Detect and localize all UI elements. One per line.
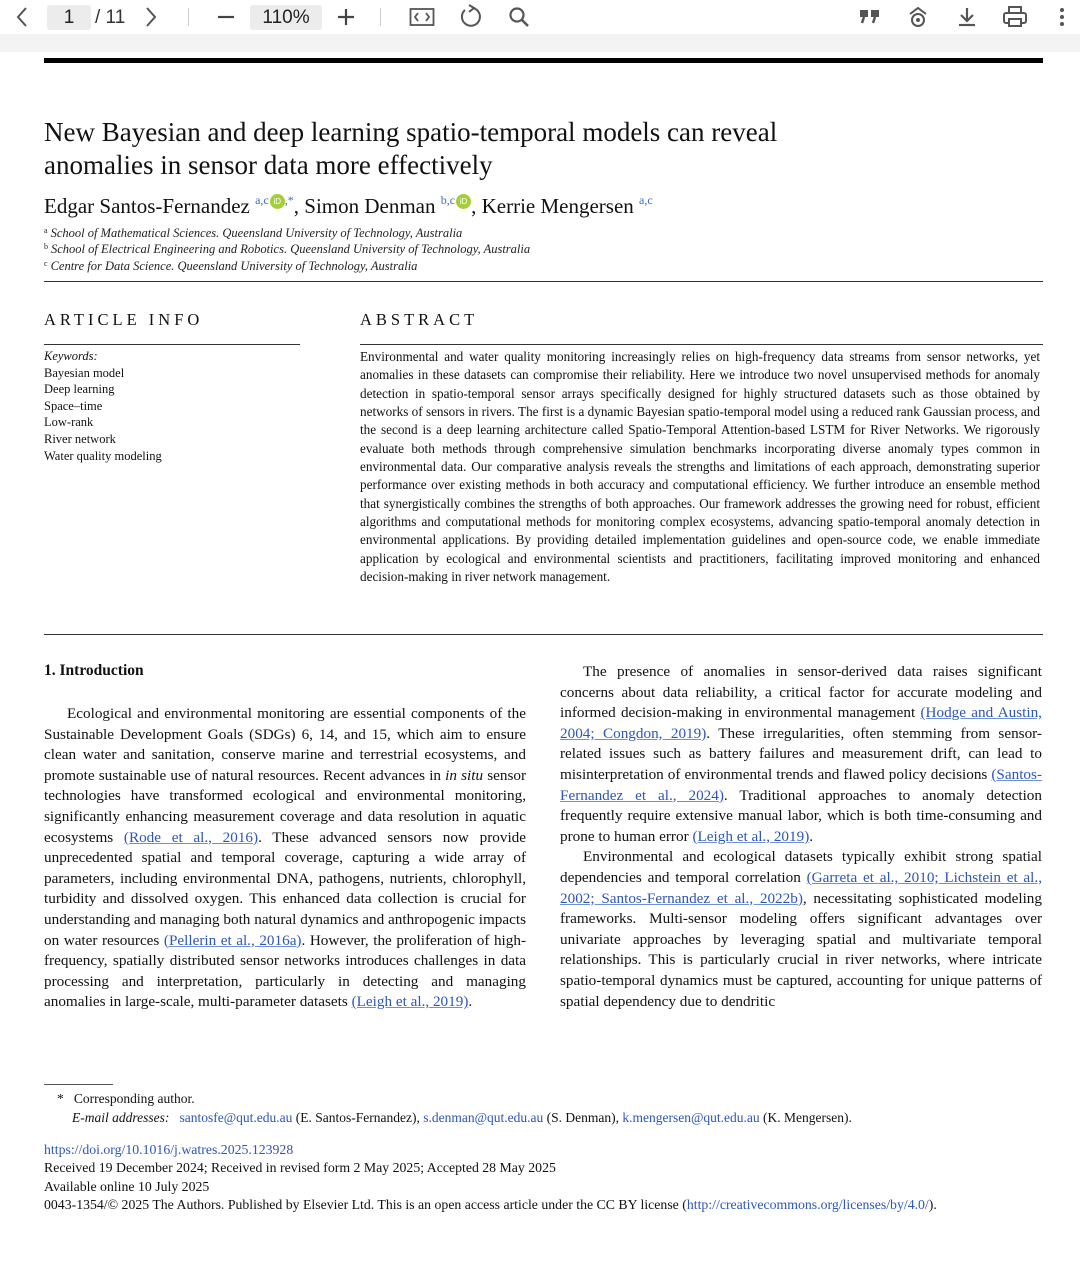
doi-link[interactable] [44, 1142, 293, 1158]
body-text: The presence of anomalies in sensor-derived data raises significant concerns about data reliability, a critical factor for accurate modeling and informed decision-making in environmental management [560, 663, 1042, 722]
author-separator: , [293, 194, 305, 218]
rotate-icon[interactable] [457, 4, 485, 30]
pdf-toolbar [0, 0, 1080, 34]
author-name: Edgar Santos-Fernandez [44, 194, 250, 218]
email-label: E-mail addresses: [72, 1110, 170, 1125]
author-separator: , [471, 194, 482, 218]
article-info-rule [44, 344, 300, 345]
author-affiliation-marks[interactable]: a,c [639, 193, 653, 207]
license-suffix: ). [928, 1197, 937, 1212]
keyword-item: River network [44, 431, 116, 446]
author-affiliation-marks[interactable]: a,c [255, 193, 269, 207]
author-affiliation-marks[interactable]: b,c [440, 193, 456, 207]
page-total: / 11 [95, 6, 126, 28]
download-icon[interactable] [953, 4, 981, 30]
license-prefix: 0043-1354/© 2025 The Authors. Published by Elsevier Ltd. This is an open access article under the CC BY license ( [44, 1197, 687, 1212]
zoom-out-icon[interactable] [214, 4, 238, 30]
read-aloud-icon[interactable] [904, 4, 932, 30]
title-line-1: New Bayesian and deep learning spatio-temporal models can reveal [44, 117, 778, 147]
license-link[interactable]: http://creativecommons.org/licenses/by/4.0/ [686, 1197, 929, 1212]
fit-to-page-icon[interactable] [408, 4, 436, 30]
keywords-label: Keywords: [44, 349, 98, 363]
corresponding-mark: ,* [284, 193, 294, 207]
print-icon[interactable] [1000, 4, 1030, 30]
affiliation-mark: b [44, 242, 48, 251]
keyword-item: Low-rank [44, 415, 94, 430]
citation-link[interactable]: (Pellerin et al., 2016a) [163, 931, 302, 949]
body-text: . These irregularities, often stemming from sensor-related issues such as battery failures and measurement drift, can lead to misinterpretation of environmental trends and flawed policy decisions [560, 724, 1042, 783]
footnote-rule [44, 1084, 113, 1085]
orcid-icon[interactable]: iD [270, 194, 285, 209]
comment-icon[interactable] [856, 4, 884, 30]
next-page-icon[interactable] [140, 4, 162, 30]
footnote-text: Corresponding author. [73, 1091, 195, 1106]
orcid-icon[interactable]: iD [456, 194, 471, 209]
affiliation-text: School of Electrical Engineering and Robotics. Queensland University of Technology, Australia [51, 242, 531, 256]
email-link[interactable]: k.mengersen@qut.edu.au [622, 1110, 760, 1125]
email-owner: (K. Mengersen). [759, 1110, 852, 1125]
license-line [44, 1197, 937, 1213]
body-text: . Traditional approaches to anomaly detection frequently require extensive manual labor, which is both time-consuming and prone to human error [560, 786, 1042, 845]
footnote-mark: * [57, 1091, 64, 1106]
toolbar-divider [380, 8, 381, 26]
keyword-item: Bayesian model [44, 365, 125, 380]
citation-link[interactable]: (Santos-Fernandez et al., 2024) [560, 765, 1042, 804]
body-text: Ecological and environmental monitoring are essential components of the Sustainable Development Goals (SDGs) 6, 14, and 15, which aim to ensure clean water and sanitation, conserve marine and terrestrial ecosystems, and promote sustainable use of natural resources. Recent advances in [44, 705, 526, 784]
body-text: sensor technologies have transformed ecological and environmental monitoring, significantly enhancing measurement coverage and data resolution in aquatic ecosystems [44, 766, 527, 846]
citation-link[interactable]: (Rode et al., 2016) [123, 828, 259, 846]
intro-paragraph-3 [560, 847, 1042, 1012]
intro-paragraph-2 [560, 662, 1042, 847]
paper-title [44, 116, 944, 182]
keyword-item: Water quality modeling [44, 448, 162, 463]
affiliation-a [44, 226, 462, 241]
received-dates: Received 19 December 2024; Received in revised form 2 May 2025; Accepted 28 May 2025 [44, 1160, 556, 1175]
affiliation-b [44, 242, 530, 257]
abstract-text: Environmental and water quality monitoring increasingly relies on high-frequency data streams from sensor networks, yet anomalies in these datasets can compromise their reliability. Here we introduce two novel unsupervised methods for anomaly detection in spatio-temporal sensor arrays specifically designed for highly structured datasets such as those obtained by networks of sensors in rivers. The first is a dynamic Bayesian spatio-temporal model using a reduced rank Gaussian process, and the second is a deep learning architecture called Spatio-Temporal Attention-based LSTM for River Networks. We rigorously evaluate both methods through comprehensive simulation benchmarks incorporating diverse anomaly types common in environmental data. Our comparative analysis reveals the strengths and limitations of each approach, demonstrating superior performance over existing methods in both accuracy and computational efficiency. We further introduce an ensemble method that synergistically combines the strengths of both approaches. Our framework addresses the growing need for robust, efficient algorithms and computational methods for monitoring complex ecosystems, advancing spatio-temporal anomaly detection in environmental applications. By providing detailed implementation guidelines and open-source code, we enable immediate application by ecological and environmental scientists and practitioners, facilitating improved monitoring and enhanced decision-making in river network management. [360, 349, 1040, 585]
author-name: Kerrie Mengersen [481, 194, 634, 218]
search-icon[interactable] [506, 4, 532, 30]
header-rule [44, 58, 1043, 63]
body-text: . [809, 827, 814, 845]
affiliation-c [44, 259, 417, 274]
intro-right-column [560, 662, 1042, 1012]
abstract-rule [360, 344, 1043, 345]
email-link[interactable]: santosfe@qut.edu.au [179, 1110, 293, 1125]
keyword-item: Deep learning [44, 382, 115, 397]
body-text: . [468, 993, 473, 1011]
article-info-heading: ARTICLE INFO [44, 310, 204, 329]
citation-link[interactable]: (Leigh et al., 2019) [692, 827, 810, 845]
affiliation-mark: c [44, 259, 48, 268]
body-text: Environmental and ecological datasets typically exhibit strong spatial dependencies and temporal correlation [560, 848, 1042, 886]
toolbar-divider [188, 8, 189, 26]
affiliation-text: School of Mathematical Sciences. Queensland University of Technology, Australia [50, 226, 463, 240]
author-name: Simon Denman [304, 194, 436, 218]
previous-page-icon[interactable] [10, 4, 34, 30]
corresponding-author-note [57, 1091, 195, 1107]
author-list [44, 193, 653, 219]
title-line-2: anomalies in sensor data more effectively [44, 150, 493, 180]
body-text: , necessitating sophisticated modeling frameworks. Multi-sensor modeling offers significant advantages over univariate approaches by leveraging spatial and multivariate temporal relationships. This is particularly crucial in river networks, where intricate spatio-temporal dynamics must be captured, accounting for unique patterns of spatial dependency due to dendritic [560, 889, 1042, 1010]
keywords-block [44, 348, 162, 464]
affiliation-text: Centre for Data Science. Queensland University of Technology, Australia [50, 259, 418, 273]
email-link[interactable]: s.denman@qut.edu.au [423, 1110, 544, 1125]
section-rule [44, 281, 1043, 282]
citation-link[interactable]: (Hodge and Austin, 2004; Congdon, 2019) [560, 704, 1042, 742]
doi-text[interactable]: https://doi.org/10.1016/j.watres.2025.123928 [44, 1142, 294, 1157]
citation-link[interactable]: (Leigh et al., 2019) [351, 993, 469, 1011]
email-owner: (E. Santos-Fernandez), [292, 1110, 424, 1125]
zoom-level-input[interactable]: 110% [250, 5, 322, 30]
introduction-heading: 1. Introduction [44, 662, 144, 679]
citation-link[interactable]: (Garreta et al., 2010; Lichstein et al., 2002; Santos-Fernandez et al., 2022b) [560, 868, 1042, 907]
email-addresses [72, 1110, 852, 1126]
email-owner: (S. Denman), [543, 1110, 623, 1125]
body-text: . These advanced sensors now provide unprecedented spatial and temporal coverage, capturing a wide array of parameters, including environmental DNA, pathogens, nutrients, chlorophyll, turbidity and dissolved oxygen. This enhanced data collection is crucial for understanding and managing both natural dynamics and anthropogenic impacts on water resources [44, 828, 526, 949]
available-online: Available online 10 July 2025 [44, 1179, 210, 1194]
intro-left-column [44, 704, 526, 1013]
body-text: . However, the proliferation of high-frequency, spatially distributed sensor networks introduces challenges in data processing and interpretation, particularly in detecting and managing anomalies in large-scale, multi-parameter datasets [44, 931, 527, 1011]
abstract-end-rule [44, 634, 1043, 635]
intro-paragraph-1 [44, 704, 526, 1013]
zoom-in-icon[interactable] [334, 4, 358, 30]
toolbar-shadow [0, 34, 1080, 52]
more-options-icon[interactable] [1052, 4, 1072, 30]
affiliation-mark: a [44, 226, 48, 235]
page-number-input[interactable]: 1 [47, 5, 91, 30]
abstract-heading: ABSTRACT [360, 310, 479, 329]
keyword-item: Space–time [44, 398, 103, 413]
italic-text: in situ [445, 766, 484, 784]
